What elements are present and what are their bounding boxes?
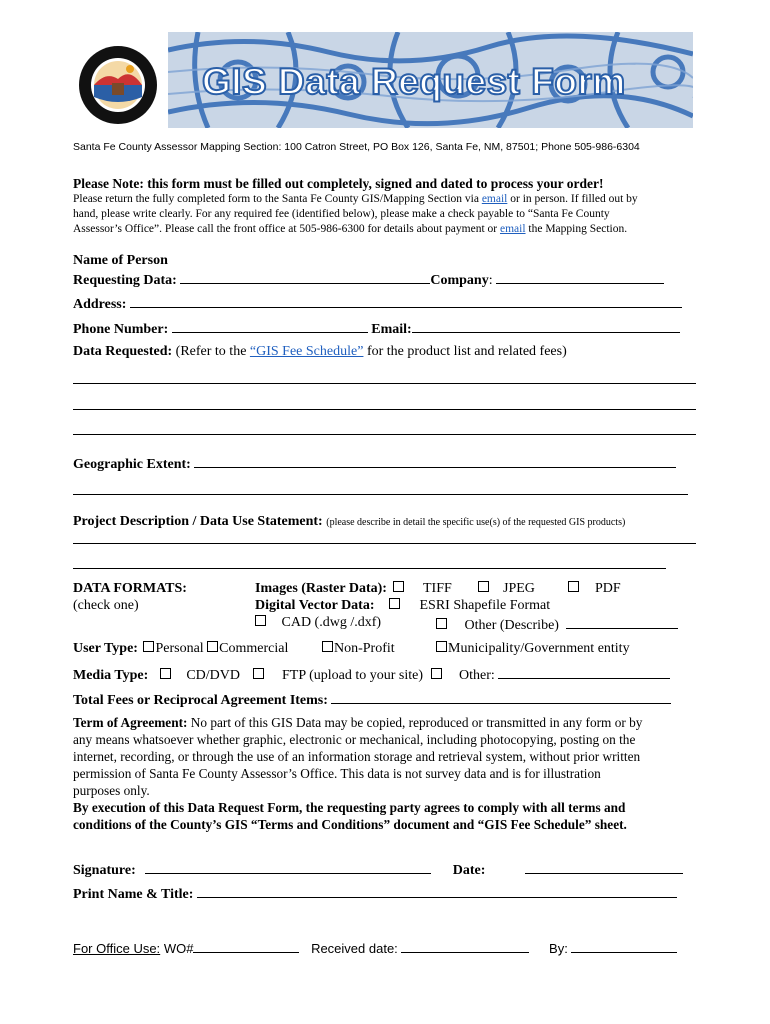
received-date-field[interactable] xyxy=(401,938,529,953)
wo-field[interactable] xyxy=(193,938,299,953)
data-formats-label: DATA FORMATS: xyxy=(73,581,187,596)
cad-option: CAD (.dwg /.dxf) xyxy=(281,615,382,630)
jpeg-checkbox[interactable] xyxy=(478,581,489,592)
data-requested-note: (Refer to the xyxy=(172,344,250,359)
note-text: or in person. If filled out by xyxy=(507,193,638,205)
signature-field[interactable] xyxy=(145,859,431,874)
note-heading: Please Note: this form must be filled out completely, signed and dated to process your order! xyxy=(73,176,604,191)
option-label: JPEG xyxy=(503,581,535,596)
terms-heading: Term of Agreement: xyxy=(73,715,188,730)
signature-label: Signature: xyxy=(73,863,136,878)
county-seal xyxy=(78,45,158,125)
date-field[interactable] xyxy=(525,859,683,874)
municipality-checkbox[interactable] xyxy=(436,641,447,652)
commercial-option: Commercial xyxy=(219,641,289,656)
fee-schedule-link[interactable]: “GIS Fee Schedule” xyxy=(249,344,364,359)
terms-text: internet, recording, or through the use of an information storage and retrieval system, without prior written xyxy=(73,749,641,764)
total-fees-field[interactable] xyxy=(331,689,671,704)
nonprofit-checkbox[interactable] xyxy=(322,641,333,652)
phone-field[interactable] xyxy=(172,318,368,333)
other-media-checkbox[interactable] xyxy=(431,668,442,679)
user-type-label: User Type: xyxy=(73,641,138,656)
other-format-option: Other (Describe) xyxy=(464,618,559,633)
by-field[interactable] xyxy=(571,938,677,953)
data-requested-line-1[interactable] xyxy=(73,383,696,384)
geographic-extent-line-2[interactable] xyxy=(73,494,688,495)
note-text: Assessor’s Office”. Please call the front office at 505-986-6300 for details about payment or xyxy=(73,223,500,235)
phone-label: Phone Number: xyxy=(73,322,169,337)
note-paragraph xyxy=(73,192,703,237)
data-requested-label: Data Requested: xyxy=(73,344,173,359)
title-banner xyxy=(168,32,693,128)
terms-text: No part of this GIS Data may be copied, reproduced or transmitted in any form or by xyxy=(187,715,643,730)
office-use-label: For Office Use: xyxy=(73,941,161,956)
personal-checkbox[interactable] xyxy=(143,641,154,652)
project-description-line-2[interactable] xyxy=(73,568,666,569)
other-format-checkbox[interactable] xyxy=(436,618,447,629)
vector-data-label: Digital Vector Data: xyxy=(255,598,375,613)
raster-data-label: Images (Raster Data): xyxy=(255,581,387,596)
requesting-data-label: Requesting Data: xyxy=(73,273,177,288)
municipality-option: Municipality/Government entity xyxy=(448,641,630,656)
cd-dvd-option: CD/DVD xyxy=(186,668,240,683)
email-link[interactable]: email xyxy=(499,223,526,235)
name-of-person-label: Name of Person xyxy=(73,253,168,268)
nonprofit-option: Non-Profit xyxy=(334,641,395,656)
option-pdf[interactable] xyxy=(568,580,621,597)
note-text: the Mapping Section. xyxy=(525,223,628,235)
data-requested-line-2[interactable] xyxy=(73,409,696,410)
received-date-label: Received date: xyxy=(311,941,398,956)
project-description-label: Project Description / Data Use Statement: xyxy=(73,514,323,529)
wo-label: WO# xyxy=(163,941,194,956)
terms-block xyxy=(73,714,703,833)
email-field[interactable] xyxy=(412,318,680,333)
other-format-field[interactable] xyxy=(566,614,678,629)
form-title: GIS Data Request Form xyxy=(202,61,626,102)
data-requested-note: for the product list and related fees) xyxy=(363,344,567,359)
company-colon: : xyxy=(488,273,493,288)
raster-checkbox xyxy=(393,581,404,592)
contact-line: Santa Fe County Assessor Mapping Section: 100 Catron Street, PO Box 126, Santa Fe, NM, 87501; Phone 505-986-6304 xyxy=(73,141,640,153)
company-field[interactable] xyxy=(496,269,664,284)
project-description-note: (please describe in detail the specific use(s) of the requested GIS products) xyxy=(326,517,626,528)
vector-checkbox[interactable] xyxy=(389,598,400,609)
data-requested-line-3[interactable] xyxy=(73,434,696,435)
option-tiff[interactable] xyxy=(423,580,452,597)
address-label: Address: xyxy=(73,297,127,312)
terms-text: permission of Santa Fe County Assessor’s Office. This data is not survey data and is for illustration xyxy=(73,766,601,781)
personal-option: Personal xyxy=(155,641,204,656)
commercial-checkbox[interactable] xyxy=(207,641,218,652)
terms-text: any means whatsoever whether graphic, electronic or mechanical, including photocopying, posting on the xyxy=(73,732,636,747)
data-formats-sublabel: (check one) xyxy=(73,598,139,613)
date-label: Date: xyxy=(452,863,486,878)
terms-text: purposes only. xyxy=(73,783,150,798)
print-name-field[interactable] xyxy=(197,883,677,898)
geographic-extent-field[interactable] xyxy=(194,453,676,468)
note-text: Please return the fully completed form to the Santa Fe County GIS/Mapping Section via xyxy=(73,193,482,205)
name-field[interactable] xyxy=(180,269,430,284)
pdf-checkbox[interactable] xyxy=(568,581,579,592)
email-label: Email: xyxy=(371,322,412,337)
print-name-label: Print Name & Title: xyxy=(73,887,194,902)
ftp-checkbox[interactable] xyxy=(253,668,264,679)
option-label: PDF xyxy=(595,581,621,596)
total-fees-label: Total Fees or Reciprocal Agreement Items: xyxy=(73,693,328,708)
note-text: hand, please write clearly. For any required fee (identified below), please make a check payable to “Santa Fe County xyxy=(73,208,610,220)
other-media-option: Other: xyxy=(459,668,495,683)
media-type-label: Media Type: xyxy=(73,668,149,683)
address-field[interactable] xyxy=(130,293,682,308)
cd-dvd-checkbox[interactable] xyxy=(160,668,171,679)
company-label: Company xyxy=(430,273,489,288)
agreement-statement: By execution of this Data Request Form, the requesting party agrees to comply with all terms and xyxy=(73,800,626,815)
agreement-statement: conditions of the County’s GIS “Terms and Conditions” document and “GIS Fee Schedule” sheet. xyxy=(73,817,627,832)
email-link[interactable]: email xyxy=(481,193,508,205)
ftp-option: FTP (upload to your site) xyxy=(281,668,424,683)
geographic-extent-label: Geographic Extent: xyxy=(73,457,191,472)
other-media-field[interactable] xyxy=(498,664,670,679)
option-label: TIFF xyxy=(423,581,452,596)
project-description-line-1[interactable] xyxy=(73,543,696,544)
option-jpeg[interactable] xyxy=(478,580,535,597)
esri-shapefile-option: ESRI Shapefile Format xyxy=(419,598,551,613)
cad-checkbox[interactable] xyxy=(255,615,266,626)
by-label: By: xyxy=(549,941,568,956)
